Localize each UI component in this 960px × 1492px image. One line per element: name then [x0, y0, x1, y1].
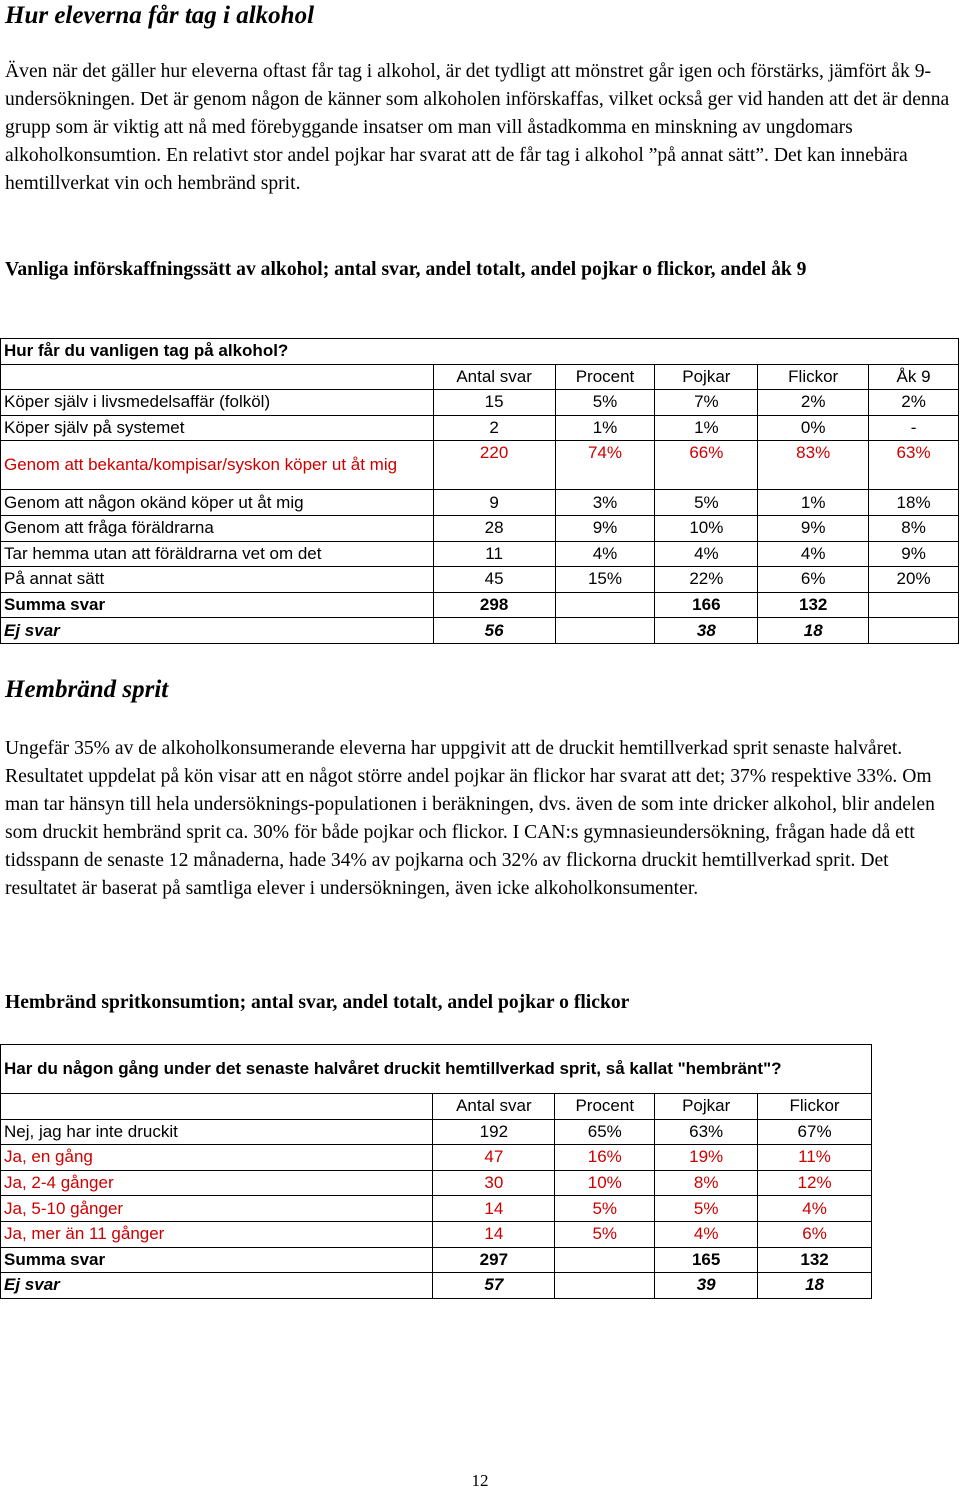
row-label: Ej svar	[1, 618, 434, 644]
row-label: Ej svar	[1, 1273, 433, 1299]
table2-caption: Hembränd spritkonsumtion; antal svar, andel totalt, andel pojkar o flickor	[5, 992, 630, 1013]
cell-ak9: 2%	[869, 390, 959, 416]
row-label: Ja, mer än 11 gånger	[1, 1221, 433, 1247]
row-label: Genom att fråga föräldrarna	[1, 515, 434, 541]
cell-pojkar: 10%	[655, 515, 758, 541]
cell-antal: 14	[433, 1221, 555, 1247]
cell-antal: 192	[433, 1119, 555, 1145]
cell-ak9: 20%	[869, 567, 959, 593]
table-row	[1, 415, 959, 441]
cell-antal: 14	[433, 1196, 555, 1222]
cell-ak9: 18%	[869, 490, 959, 516]
cell-antal: 57	[433, 1273, 555, 1299]
row-label: Genom att bekanta/kompisar/syskon köper ut åt mig	[1, 441, 434, 490]
cell-procent: 9%	[555, 515, 655, 541]
cell-pojkar: 38	[655, 618, 758, 644]
table1-header: Antal svar	[433, 364, 555, 390]
table1-question: Hur får du vanligen tag på alkohol?	[1, 339, 434, 365]
cell-antal: 11	[433, 541, 555, 567]
row-label: Tar hemma utan att föräldrarna vet om det	[1, 541, 434, 567]
cell-pojkar: 8%	[655, 1170, 758, 1196]
cell-antal: 30	[433, 1170, 555, 1196]
row-label: Summa svar	[1, 1247, 433, 1273]
cell-flickor: 2%	[758, 390, 869, 416]
cell-antal: 47	[433, 1145, 555, 1171]
cell-pojkar: 7%	[655, 390, 758, 416]
table-row	[1, 1119, 872, 1145]
cell-ak9	[869, 592, 959, 618]
table-row	[1, 1221, 872, 1247]
table2-question-row	[1, 1045, 872, 1094]
cell-pojkar: 1%	[655, 415, 758, 441]
table2-header: Pojkar	[655, 1094, 758, 1120]
home-distilled-table	[0, 1044, 872, 1299]
cell-flickor: 83%	[758, 441, 869, 490]
table1-caption: Vanliga införskaffningssätt av alkohol; antal svar, andel totalt, andel pojkar o flickor, andel åk 9	[5, 259, 807, 280]
table1-header: Procent	[555, 364, 655, 390]
cell-pojkar: 63%	[655, 1119, 758, 1145]
row-label: Genom att någon okänd köper ut åt mig	[1, 490, 434, 516]
cell-pojkar: 5%	[655, 490, 758, 516]
row-label: Köper själv i livsmedelsaffär (folköl)	[1, 390, 434, 416]
table-row	[1, 515, 959, 541]
cell-procent: 10%	[555, 1170, 655, 1196]
cell-pojkar: 19%	[655, 1145, 758, 1171]
table-row	[1, 1196, 872, 1222]
cell-antal: 15	[433, 390, 555, 416]
section-title-alcohol-sources: Hur eleverna får tag i alkohol	[5, 2, 315, 29]
cell-antal: 297	[433, 1247, 555, 1273]
row-label: På annat sätt	[1, 567, 434, 593]
cell-procent: 4%	[555, 541, 655, 567]
section-paragraph-home-distilled: Ungefär 35% av de alkoholkonsumerande eleverna har uppgivit att de druckit hemtillverkad sprit senaste halvåret. Resultatet uppdelat på kön visar att en något större andel pojkar än flickor har svarat att det; 37% respektive 33%. Om man tar hänsyn till hela undersöknings-populationen i beräkningen, dvs. även de som inte dricker alkohol, blir andelen som druckit hembränd sprit ca. 30% för både pojkar och flickor. I CAN:s gymnasieundersökning, frågan hade då ett tidsspann de senaste 12 månaderna, hade 34% av pojkarna och 32% av flickorna druckit hemtillverkad sprit. Det resultatet är baserat på samtliga elever i undersökningen, även icke alkoholkonsumenter.	[5, 738, 935, 899]
row-label: Summa svar	[1, 592, 434, 618]
cell-ak9: 9%	[869, 541, 959, 567]
cell-procent: 5%	[555, 390, 655, 416]
cell-procent: 3%	[555, 490, 655, 516]
cell-ak9: 63%	[869, 441, 959, 490]
cell-flickor: 11%	[758, 1145, 872, 1171]
section-paragraph-alcohol-sources: Även när det gäller hur eleverna oftast får tag i alkohol, är det tydligt att mönstret går igen och förstärks, jämfört åk 9-undersökningen. Det är genom någon de känner som alkoholen införskaffas, vilket också ger vid handen att det är denna grupp som är viktig att nå med förebyggande insatser om man vill åstadkomma en minskning av ungdomars alkoholkonsumtion. En relativt stor andel pojkar har svarat att de får tag i alkohol ”på annat sätt”. Det kan innebära hemtillverkat vin och hembränd sprit.	[5, 61, 950, 194]
cell-flickor: 18	[758, 618, 869, 644]
cell-flickor: 6%	[758, 567, 869, 593]
cell-flickor: 18	[758, 1273, 872, 1299]
cell-flickor: 6%	[758, 1221, 872, 1247]
cell-flickor: 132	[758, 1247, 872, 1273]
table-row	[1, 541, 959, 567]
cell-ak9: 8%	[869, 515, 959, 541]
cell-flickor: 0%	[758, 415, 869, 441]
cell-antal: 45	[433, 567, 555, 593]
cell-ak9	[869, 618, 959, 644]
table2-sum-row	[1, 1247, 872, 1273]
table1-missing-row	[1, 618, 959, 644]
cell-procent: 16%	[555, 1145, 655, 1171]
row-label: Ja, 5-10 gånger	[1, 1196, 433, 1222]
table1-header: Åk 9	[869, 364, 959, 390]
table2-header: Flickor	[758, 1094, 872, 1120]
cell-antal: 28	[433, 515, 555, 541]
cell-ak9: -	[869, 415, 959, 441]
table1-header: Flickor	[758, 364, 869, 390]
table1-header-row	[1, 364, 959, 390]
cell-procent: 5%	[555, 1196, 655, 1222]
cell-procent: 1%	[555, 415, 655, 441]
cell-procent: 74%	[555, 441, 655, 490]
cell-antal: 220	[433, 441, 555, 490]
cell-pojkar: 5%	[655, 1196, 758, 1222]
row-label: Ja, 2-4 gånger	[1, 1170, 433, 1196]
alcohol-sources-table	[0, 338, 959, 644]
row-label: Nej, jag har inte druckit	[1, 1119, 433, 1145]
cell-pojkar: 165	[655, 1247, 758, 1273]
table2-question: Har du någon gång under det senaste halvåret druckit hemtillverkad sprit, så kallat "hembränt"?	[1, 1045, 872, 1094]
table-row	[1, 1170, 872, 1196]
cell-antal: 9	[433, 490, 555, 516]
cell-pojkar: 166	[655, 592, 758, 618]
page-number: 12	[471, 1471, 489, 1490]
cell-procent: 65%	[555, 1119, 655, 1145]
table-row	[1, 567, 959, 593]
cell-flickor: 67%	[758, 1119, 872, 1145]
table-row	[1, 1145, 872, 1171]
cell-flickor: 9%	[758, 515, 869, 541]
table1-question-row	[1, 339, 959, 365]
row-label: Ja, en gång	[1, 1145, 433, 1171]
cell-pojkar: 4%	[655, 1221, 758, 1247]
cell-flickor: 4%	[758, 541, 869, 567]
cell-procent: 15%	[555, 567, 655, 593]
cell-flickor: 12%	[758, 1170, 872, 1196]
cell-procent	[555, 1273, 655, 1299]
table2-header-row	[1, 1094, 872, 1120]
table1-sum-row	[1, 592, 959, 618]
cell-procent: 5%	[555, 1221, 655, 1247]
table1-header: Pojkar	[655, 364, 758, 390]
cell-antal: 2	[433, 415, 555, 441]
cell-pojkar: 4%	[655, 541, 758, 567]
table-row	[1, 490, 959, 516]
cell-flickor: 1%	[758, 490, 869, 516]
table2-header: Procent	[555, 1094, 655, 1120]
cell-flickor: 4%	[758, 1196, 872, 1222]
section-title-home-distilled: Hembränd sprit	[5, 676, 169, 703]
row-label: Köper själv på systemet	[1, 415, 434, 441]
cell-pojkar: 66%	[655, 441, 758, 490]
cell-procent	[555, 592, 655, 618]
cell-pojkar: 22%	[655, 567, 758, 593]
table2-header: Antal svar	[433, 1094, 555, 1120]
cell-antal: 298	[433, 592, 555, 618]
cell-procent	[555, 1247, 655, 1273]
table2-missing-row	[1, 1273, 872, 1299]
cell-pojkar: 39	[655, 1273, 758, 1299]
table-row	[1, 390, 959, 416]
cell-antal: 56	[433, 618, 555, 644]
cell-procent	[555, 618, 655, 644]
table-row	[1, 441, 959, 490]
cell-flickor: 132	[758, 592, 869, 618]
